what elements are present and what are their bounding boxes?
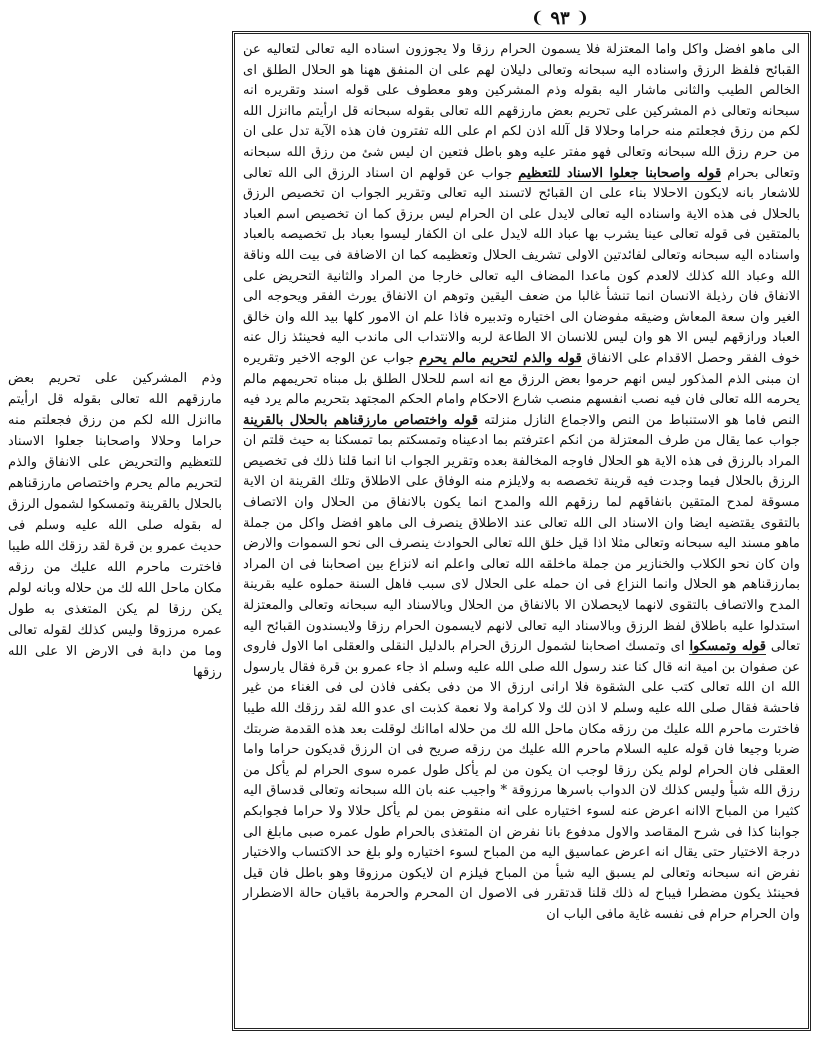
paragraph — [243, 40, 800, 926]
paragraph-text: جواب عن الوجه الاخير وتقريره ان مبنى الذم المذكور ليس انهم حرموا بعض الرزق مع انه اسم للحلال الطلق بل مبناه تحريمهم مالم يحرمه الله تعالى فان فيه نصب انفسهم منصب شارع الاحكام وامام الحكم المجتهد بتحريم مالم يرد فيه النص فاما هو الاستنباط من النص والاجماع النازل منزلته — [243, 350, 800, 428]
lemma-heading: قوله واختصاص مارزقناهم بالحلال بالقرينة — [243, 412, 479, 428]
paragraph-text: اى وتمسك اصحابنا لشمول الرزق الحرام بالدليل النقلى والعقلى اما الاول فاروى عن صفوان بن امية انه قال كنا عند رسول الله صلى الله عليه وسلم اذ جاء عمرو بن قرة فقال يارسول الله ان الله تعالى كتب على الشقوة فلا ارانى ارزق الا من دفى بكفى فاذن لى فى الغناء من غير فاحشة فقال صلى الله عليه وسلم لا اذن لك ولا كرامة ولا نعمة كذبت اى عدو الله لقد رزقك الله طيبا فاخترت ماحرم الله عليك من رزقه مكان ماحل الله لك من حلاله اماانك لوقلت بعد هذه القدمة ضربتك ضربا وجيعا فان قوله عليه السلام ماحرم الله عليك من رزقه صريح فى ان الرزق قديكون حراما واما العقلى فان الحرام لولم يكن رزقا لوجب ان يكون من لم يأكل طول عمره سوى الحرام لم يأكل من رزق الله شيأ وليس كذلك لان الدواب باسرها مرزوقة * واجيب عنه بان الله سبحانه وتعالى قدساق اليه كثيرا من المباح الاانه اعرض عنه لسوء اختياره على انه منقوض بمن لم يأكل حلالا ولا حراما فجوابكم جوابنا كذا فى شرح المقاصد والاول مدفوع بانا نفرض ان المتغذى بالحرام طول عمره صبى مابلغ الى درجة الاختيار حتى يقال انه اعرض عماسيق اليه من المباح لسوء اختياره ولو بلغ حد الاكتساب والاختيار نفرض انه سبحانه وتعالى لم يسبق اليه شيأ من المباح فيلزم ان لايكون مرزوقا وهو باطل فان قيل فحينئذ يكون مضطرا فيباح له ذلك قلنا قدتقرر فى الاصول ان المحرم والحرمة باقيان حالة الاضطرار وان الحرام حرام فى نفسه غاية مافى الباب ان — [243, 639, 800, 922]
ornament-left: ❨ — [530, 8, 545, 27]
lemma-heading: قوله واصحابنا جعلوا الاسناد للتعظيم — [518, 165, 722, 181]
paragraph-text: جواب عن قولهم ان اسناد الرزق الى الله تعالى للاشعار بانه لايكون الاحلالا بناء على ان القبائح لاتسند اليه تعالى وتقرير الجواب ان تخصيص الرزق بالحلال فى هذه الاية واسناده اليه تعالى لايدل على ان الحرام ليس برزق كما ان تخصيص اسم العباد بالمتقين فى قوله تعالى عينا يشرب بها عباد الله لايدل على ان الكفار ليسوا بعباد بل تخصيصه بالعباد واسناده اليه سبحانه وتعالى لفائدتين الاولى تشريف الحلال وتعظيمه كما ان الاضافة فى بيت الله وناقة الله وعباد الله كذلك لالعدم كون ماعدا المضاف اليه تعالى خارجا من المراد والثانية التحريض على الانفاق فان رذيلة الانسان انما تنشأ غالبا من ضعف اليقين وتوهم ان الانفاق يورث الفقر ويحوجه الى الغير وان سعة المعاش وضيقه مفوضان الى اختياره وتدبيره فاذا علم ان الامور كلها بيد الله وان خالق العباد ورازقهم ليس الا هو وان ليس للانسان الا الطاعة لربه والانتداب الى ماندب اليه فحينئذ زال عنه خوف الفقر وحصل الاقدام على الانفاق — [243, 165, 800, 366]
paragraph-text: الى ماهو افضل واكل واما المعتزلة فلا يسمون الحرام رزقا ولا يجوزون اسناده اليه تعالى لتعاليه عن القبائح فلفظ الرزق واسناده اليه سبحانه وتعالى دليلان لهم على ان المنفق ههنا هو الحلال الطلق اى الخالص الطيب والثانى ماشار اليه بقوله وذم المشركين وهو معطوف على قوله اسند وتقريره انه سبحانه وتعالى ذم المشركين على تحريم بعض مارزقهم الله تعالى بقوله سبحانه قل ارأيتم ماانزل الله لكم من رزق فجعلتم منه حراما وحلالا قل آلله اذن لكم ام على الله تفترون فان هذه الآية تدل على ان من حرم رزق الله سبحانه وتعالى فهو مفتر عليه وهو باطل فتعين ان ليس شئ من رزق الله سبحانه وتعالى بحرام — [243, 42, 800, 181]
lemma-heading: قوله والذم لتحريم مالم يحرم — [419, 350, 582, 366]
page-number: ٩٣ — [550, 7, 570, 29]
main-text-frame — [232, 31, 811, 1031]
page-header — [0, 6, 820, 30]
margin-matn-text: وذم المشركين على تحريم بعض مارزقهم الله تعالى بقوله قل ارأيتم ماانزل الله لكم من رزق فجعلتم منه حراما وحلالا واصحابنا جعلوا الاسناد للتعظيم والتحريض على الانفاق والذم لتحريم مالم يحرم واختصاص مارزقناهم بالحلال بالقرينة وتمسكوا لشمول الرزق له بقوله صلى الله عليه وسلم فى حديث عمرو بن قرة لقد رزقك الله طيبا فاخترت ماحرم الله عليك من رزقه مكان ماحل الله لك من حلاله وبانه لولم يكن رزقا لم يكن المتغذى به طول عمره مرزوقا وليس كذلك لقوله تعالى وما من دابة فى الارض الا على الله رزقها — [8, 371, 222, 680]
paragraph-text: جواب عما يقال من طرف المعتزلة من انكم اعترفتم بما ادعيناه وتمسكتم بما تمسكنا به حيث قلتم ان المراد بالرزق فى هذه الاية هو الحلال فاوجه المخالفة بعده وتقرير الجواب انا انما قلنا ذلك فى تخصيص الرزق بالحلال فيما وجدت فيه قرينة تخصصه به ولايلزم منه الوفاق على الاطلاق وتلك القرينة ان الاية مسوقة لمدح المتقين بانفاقهم لما رزقهم الله والمدح انما يكون بالانفاق من الحلال وان الاتصاف بالتقوى يقتضيه ايضا وان الاسناد الى الله تعالى عند الاطلاق ينصرف الى ماهو افضل واكل من جملة ماهو مسند اليه سبحانه وتعالى مثلا اذا قيل خلق الله تعالى الحوادث ينصرف الى نحو السموات والارض وان كان نحو الكلاب والخنازير من جملة ماخلقه الله تعالى واعلم انه لانزاع بين اصحابنا فى ان المراد بمارزقناهم هو الحلال وانما النزاع فى ان حمله على الحلال لاى سبب فاهل السنة حملوه عليه بقرينة المدح والاتصاف بالتقوى لانهما لايحصلان الا بالانفاق من الحلال وبالاسناد اليه سبحانه وتعالى والمعتزلة استدلوا عليه باطلاق لفظ الرزق وبالاسناد اليه تعالى لانهم لايسمون الحرام رزقا ولايسندون القبائح اليه تعالى — [243, 433, 800, 655]
page-number-ornament — [531, 8, 589, 29]
ornament-right: ❩ — [575, 8, 590, 27]
lemma-heading: قوله وتمسكوا — [689, 639, 767, 655]
main-commentary-text — [243, 40, 800, 926]
